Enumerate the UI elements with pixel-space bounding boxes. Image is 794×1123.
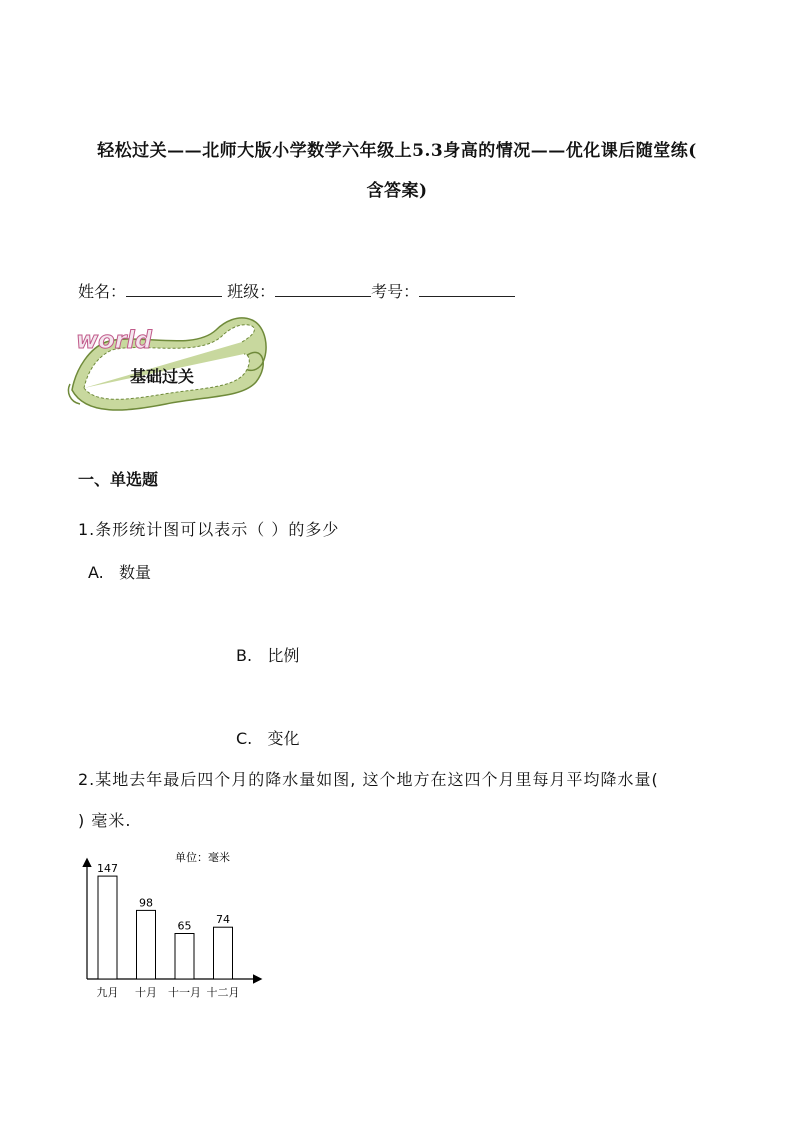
bar-value-label: 98 (139, 896, 153, 910)
document-title-line2: 含答案) (366, 181, 428, 201)
category-label: 十一月 (168, 986, 201, 999)
question-2-line2: ) 毫米. (78, 811, 132, 830)
bar-value-label: 147 (97, 862, 118, 876)
option-letter: A. (88, 563, 104, 582)
category-label: 九月 (96, 986, 119, 999)
name-blank (126, 282, 222, 297)
option-letter: B. (236, 646, 253, 665)
category-label: 十二月 (206, 986, 240, 999)
class-label: 班级： (227, 282, 276, 301)
question-1: 1.条形统计图可以表示（ ）的多少 (78, 520, 340, 539)
world-logo: world (76, 326, 152, 354)
option-letter: C. (236, 729, 253, 748)
question-1-option-a[interactable] (88, 560, 151, 583)
category-label: 十月 (135, 986, 157, 999)
option-text: 数量 (119, 563, 152, 582)
section-heading: 一、单选题 (78, 470, 159, 489)
bar-十二月 (214, 927, 233, 979)
bar-value-label: 74 (216, 913, 230, 927)
banner-label: 基础过关 (130, 367, 195, 386)
exam-number-blank (419, 282, 515, 297)
name-label: 姓名： (78, 282, 127, 301)
option-text: 比例 (267, 646, 300, 665)
bar-十一月 (175, 934, 194, 980)
option-text: 变化 (267, 729, 300, 748)
question-2-line1: 2.某地去年最后四个月的降水量如图, 这个地方在这四个月里每月平均降水量( (78, 770, 659, 789)
exam-number-label: 考号： (371, 282, 420, 301)
document-title-line1: 轻松过关——北师大版小学数学六年级上5.3身高的情况——优化课后随堂练( (97, 141, 697, 161)
bar-九月 (98, 876, 117, 979)
bar-十月 (137, 910, 156, 979)
rainfall-bar-chart (80, 848, 270, 1008)
bar-value-label: 65 (177, 919, 192, 933)
question-1-option-c[interactable] (236, 726, 300, 749)
class-blank (275, 282, 371, 297)
student-info-row (78, 279, 515, 302)
chart-unit-label: 单位：毫米 (175, 851, 230, 864)
question-1-option-b[interactable] (236, 643, 299, 666)
